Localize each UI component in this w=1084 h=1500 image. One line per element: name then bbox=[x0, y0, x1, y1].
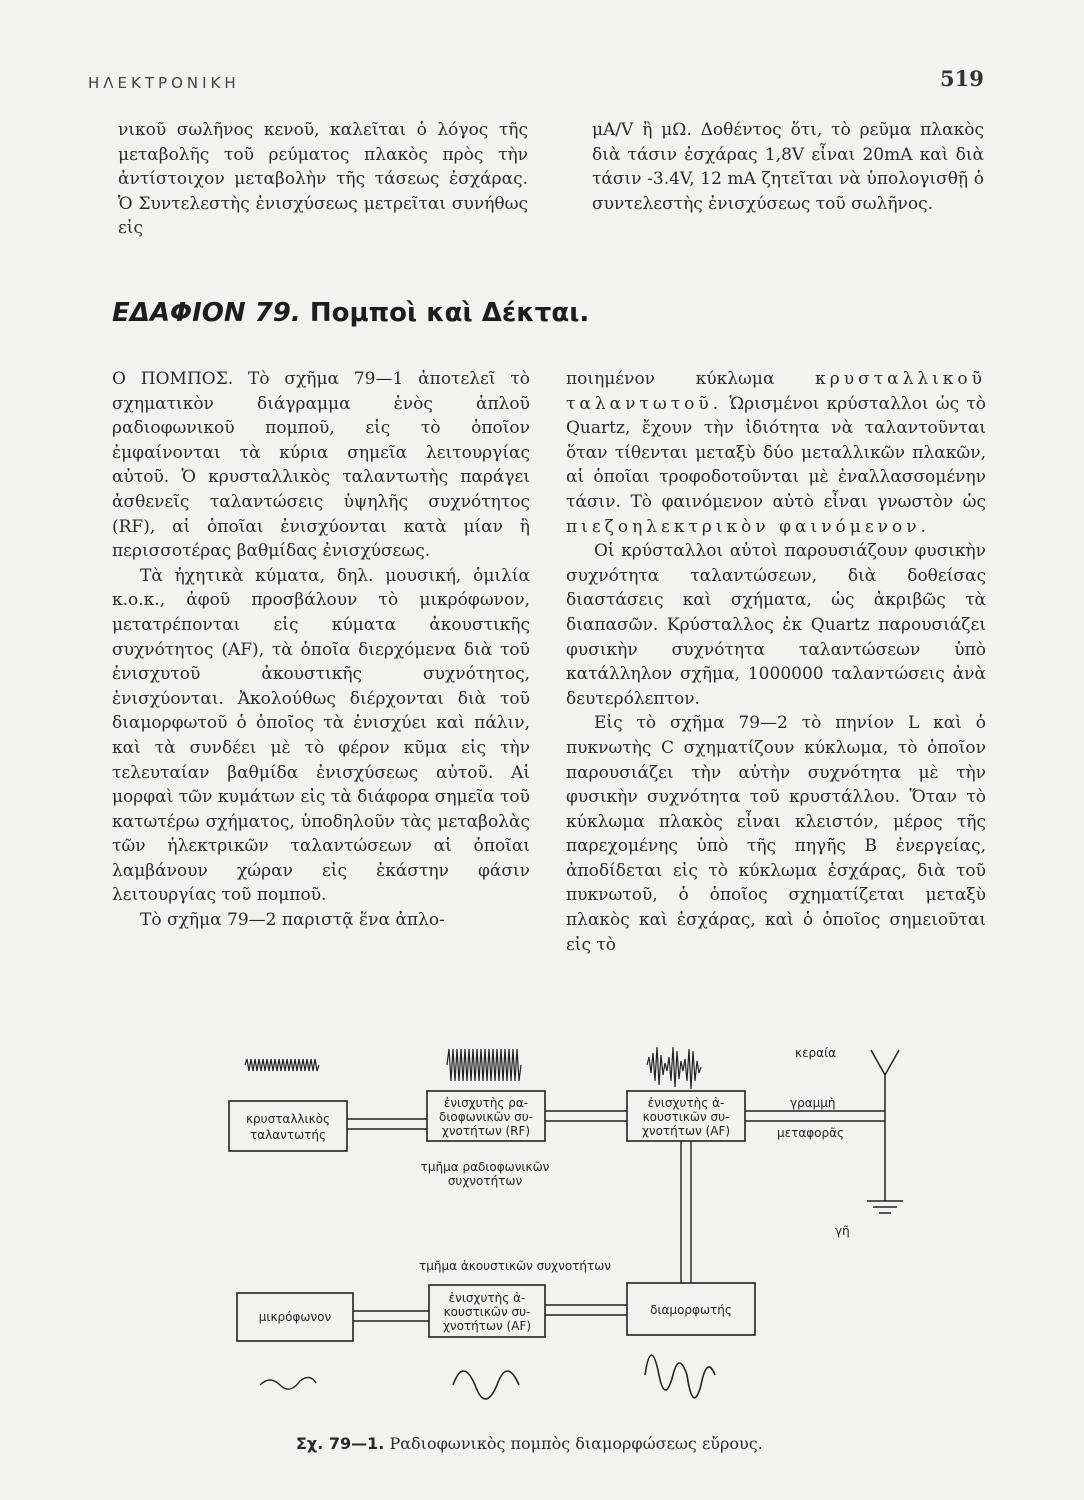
column-right-top bbox=[592, 118, 984, 216]
transmitter-block-diagram bbox=[215, 1035, 905, 1425]
af-amplifier-top-label-1: ἐνισχυτὴς ἀ- bbox=[647, 1096, 725, 1110]
spaced-term: κρυσταλλικοῦ ταλαντωτοῦ. bbox=[566, 369, 986, 414]
section-title: Πομποὶ καὶ Δέκται. bbox=[309, 298, 590, 328]
audio-waveform-icon bbox=[260, 1377, 316, 1389]
af-amplifier-label-3: χνοτήτων (AF) bbox=[442, 1319, 532, 1333]
paragraph: Ο ΠΟΜΠΟΣ. Τὸ σχῆμα 79—1 ἀποτελεῖ τὸ σχηματικὸν διάγραμμα ἑνὸς ἁπλοῦ ραδιοφωνικοῦ πομποῦ, εἰς τὸ ὁποῖον ἐμφαίνονται τὰ κύρια σημεῖα λειτουργίας αὐτοῦ. Ὁ κρυσταλλικὸς ταλαντωτὴς παράγει ἀσθενεῖς ταλαντώσεις ὑψηλῆς συχνότητος (RF), αἱ ὁποῖαι ἐνισχύονται κατὰ μίαν ἢ περισσοτέρας βαθμίδας ἐνισχύσεως. bbox=[112, 369, 530, 562]
antenna-label: κεραία bbox=[795, 1046, 837, 1060]
transmission-line-label-1: γραμμὴ bbox=[790, 1096, 836, 1110]
column-left-top bbox=[118, 118, 528, 241]
paragraph bbox=[566, 367, 986, 539]
column-left-body bbox=[112, 367, 530, 933]
af-amplifier-label-2: κουστικῶν συ- bbox=[443, 1305, 531, 1319]
modulator-output-waveform-icon bbox=[645, 1355, 715, 1398]
spaced-term: πιεζοηλεκτρικὸν φαινόμενον. bbox=[566, 516, 930, 537]
antenna-icon bbox=[871, 1050, 899, 1175]
crystal-oscillator-label-2: ταλαντωτής bbox=[250, 1128, 326, 1142]
amplified-rf-waveform-icon bbox=[447, 1049, 521, 1081]
rf-section-label-1: τμῆμα ραδιοφωνικῶν bbox=[420, 1160, 550, 1174]
amplified-audio-waveform-icon bbox=[453, 1371, 519, 1399]
microphone-label: μικρόφωνον bbox=[258, 1310, 332, 1324]
paragraph: Τὰ ἠχητικὰ κύματα, δηλ. μουσική, ὁμιλία κ.ο.κ., ἀφοῦ προσβάλουν τὸ μικρόφωνον, μετατρέπονται εἰς κύματα ἀκουστικῆς συχνότητος (AF), τὰ ὁποῖα διερχόμενα διὰ τοῦ ἐνισχυτοῦ ἀκουστικῆς συχνότητος, ἐνισχύονται. Ἀκολούθως διέρχονται διὰ τοῦ διαμορφωτοῦ ὁ ὁποῖος τὰ ἐνισχύει καὶ πάλιν, καὶ τὰ συνδέει μὲ τὸ φέρον κῦμα εἰς τὴν τελευταίαν βαθμίδα ἐνισχύσεως αὐτοῦ. Αἱ μορφαὶ τῶν κυμάτων εἰς τὰ διάφορα σημεῖα τοῦ κατωτέρω σχήματος, ὑποδηλοῦν τὰς μεταβολὰς τῶν ἠλεκτρικῶν ταλαντώσεων αἱ ὁποῖαι λαμβάνουν χώραν εἰς ἑκάστην φάσιν λειτουργίας τοῦ πομποῦ. bbox=[112, 565, 530, 906]
transmission-line-label-2: μεταφορᾶς bbox=[777, 1126, 845, 1140]
af-amplifier-label-1: ἐνισχυτὴς ἀ- bbox=[448, 1291, 526, 1305]
paragraph: νικοῦ σωλῆνος κενοῦ, καλεῖται ὁ λόγος τῆς μεταβολῆς τοῦ ρεύματος πλακὸς πρὸς τὴν ἀντίστοιχον μεταβολὴν τῆς τάσεως ἐσχάρας. Ὁ Συντελεστὴς ἐνισχύσεως μετρεῖται συνήθως εἰς bbox=[118, 120, 528, 239]
figure-caption bbox=[296, 1434, 763, 1453]
caption-label: Σχ. 79—1. bbox=[296, 1434, 385, 1453]
modulator-feed-line bbox=[681, 1141, 691, 1283]
crystal-oscillator-stage-box bbox=[229, 1101, 347, 1151]
paragraph: Οἱ κρύσταλλοι αὐτοὶ παρουσιάζουν φυσικὴν συχνότητα ταλαντώσεων, διὰ δοθείσας διαστάσεις καὶ σχήματα, ὡς ἀκριβῶς τὰ διαπασῶν. Κρύσταλλος ἐκ Quartz παρουσιάζει φυσικὴν συχνότητα ταλαντώσεων ὑπὸ κατάλληλον σχῆμα, 1000000 ταλαντώσεις ἀνὰ δευτερόλεπτον. bbox=[566, 541, 986, 709]
section-heading bbox=[112, 298, 589, 328]
af-section-label: τμῆμα ἀκουστικῶν συχνοτήτων bbox=[419, 1259, 611, 1273]
section-label: ΕΔΑΦΙΟΝ 79. bbox=[112, 298, 301, 328]
paragraph: μA/V ἢ μΩ. Δοθέντος ὅτι, τὸ ρεῦμα πλακὸς διὰ τάσιν ἐσχάρας 1,8V εἶναι 20mA καὶ διὰ τάσιν -3.4V, 12 mA ζητεῖται νὰ ὑπολογισθῇ ὁ συντελεστὴς ἐνισχύσεως τοῦ σωλῆνος. bbox=[592, 120, 984, 214]
af-amplifier-top-label-2: κουστικῶν συ- bbox=[642, 1110, 730, 1124]
crystal-oscillator-label-1: κρυσταλλικὸς bbox=[245, 1112, 331, 1126]
af-amplifier-top-label-3: χνοτήτων (AF) bbox=[641, 1124, 731, 1138]
text-run: Ὡρισμένοι κρύσταλλοι ὡς τὸ Quartz, ἔχουν τὴν ἰδιότητα νὰ ταλαντοῦνται ὅταν τίθενται μεταξὺ δύο μεταλλικῶν πλακῶν, αἱ ὁποῖαι τροφοδοτοῦνται μὲ ἐναλλασσομένην τάσιν. Τὸ φαινόμενον αὐτὸ εἶναι γνωστὸν ὡς bbox=[566, 393, 986, 512]
rf-amplifier-label-3: χνοτήτων (RF) bbox=[441, 1124, 531, 1138]
text-run: ποιημένον κύκλωμα bbox=[566, 369, 775, 389]
ground-icon bbox=[867, 1175, 903, 1213]
rf-amplifier-label-2: διοφωνικῶν συ- bbox=[439, 1110, 533, 1124]
page-number: 519 bbox=[940, 66, 984, 91]
modulator-label: διαμορφωτής bbox=[650, 1303, 732, 1317]
running-title: ΗΛΕΚΤΡΟΝΙΚΗ bbox=[88, 74, 240, 92]
rf-amplifier-label-1: ἐνισχυτὴς ρα- bbox=[443, 1096, 529, 1110]
ground-label: γῆ bbox=[835, 1224, 850, 1238]
rf-waveform-icon bbox=[245, 1059, 319, 1071]
paragraph: Τὸ σχῆμα 79—2 παριστᾷ ἕνα ἁπλο- bbox=[140, 910, 445, 931]
caption-text: Ραδιοφωνικὸς πομπὸς διαμορφώσεως εὔρους. bbox=[389, 1434, 763, 1453]
paragraph: Εἰς τὸ σχῆμα 79—2 τὸ πηνίον L καὶ ὁ πυκνωτὴς C σχηματίζουν κύκλωμα, τὸ ὁποῖον παρουσιάζει τὴν αὐτὴν συχνότητα μὲ τὴν φυσικὴν συχνότητα τοῦ κρυστάλλου. Ὅταν τὸ κύκλωμα πλακὸς εἶναι κλειστόν, μέρος τῆς παρεχομένης ὑπὸ τῆς πηγῆς B ἐνεργείας, ἀποδίδεται εἰς τὸ κύκλωμα ἐσχάρας, διὰ τοῦ πυκνωτοῦ, ὁ ὁποῖος σχηματίζεται μεταξὺ πλακὸς καὶ ἐσχάρας, καὶ ὁ ὁποῖος σημειοῦται εἰς τὸ bbox=[566, 713, 986, 955]
column-right-body bbox=[566, 367, 986, 957]
modulated-waveform-icon bbox=[647, 1047, 701, 1089]
rf-section-label-2: συχνοτήτων bbox=[447, 1174, 523, 1188]
